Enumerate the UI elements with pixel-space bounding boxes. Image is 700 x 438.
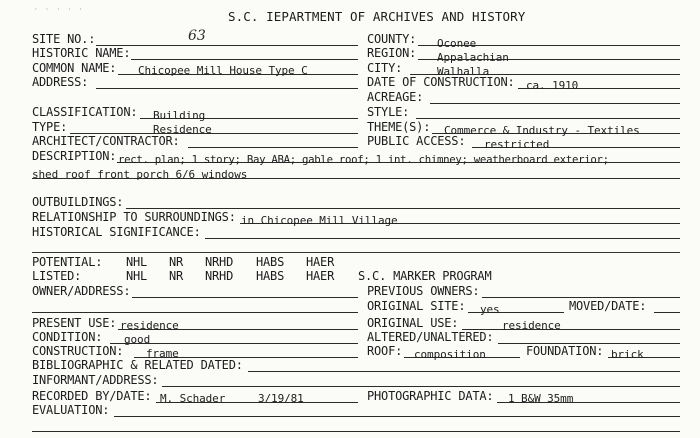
label-potential: POTENTIAL: (32, 255, 103, 269)
value-common-name: Chicopee Mill House Type C (138, 64, 308, 77)
label-acreage: ACREAGE: (367, 90, 424, 104)
line-site-no (96, 45, 358, 46)
label-construction: CONSTRUCTION: (32, 344, 124, 358)
line-outbuildings (126, 208, 680, 209)
line-informant (162, 386, 680, 387)
value-original-site: yes (480, 303, 500, 316)
label-date-construction: DATE OF CONSTRUCTION: (367, 75, 515, 89)
label-present-use: PRESENT USE: (32, 316, 117, 330)
label-relationship: RELATIONSHIP TO SURROUNDINGS: (32, 210, 236, 224)
value-public-access: restricted (484, 138, 550, 151)
value-county: Oconee (437, 37, 477, 50)
listed-habs: HABS (256, 269, 285, 283)
label-moved-date: MOVED/DATE: (569, 299, 647, 313)
value-relationship: in Chicopee Mill Village (241, 214, 398, 227)
line-significance (205, 238, 680, 239)
line-historic-name (131, 59, 358, 60)
value-construction: frame (146, 347, 179, 360)
value-classification: Building (153, 109, 206, 122)
line-evaluation-2 (32, 431, 680, 432)
value-photographic: 1 B&W 35mm (508, 392, 574, 405)
value-foundation: brick (611, 348, 644, 361)
label-themes: THEME(S): (367, 120, 431, 134)
label-recorded-by: RECORDED BY/DATE: (32, 389, 152, 403)
value-region: Appalachian (437, 51, 509, 64)
label-architect: ARCHITECT/CONTRACTOR: (32, 134, 180, 148)
potential-nrhd: NRHD (205, 255, 234, 269)
label-foundation: FOUNDATION: (526, 344, 604, 358)
label-city: CITY: (367, 61, 403, 75)
label-outbuildings: OUTBUILDINGS: (32, 195, 124, 209)
label-informant: INFORMANT/ADDRESS: (32, 373, 159, 387)
line-moved-date (654, 312, 680, 313)
value-present-use: residence (120, 319, 179, 332)
label-public-access: PUBLIC ACCESS: (367, 134, 466, 148)
label-description: DESCRIPTION: (32, 149, 117, 163)
label-marker-program: S.C. MARKER PROGRAM (358, 269, 492, 283)
label-significance: HISTORICAL SIGNIFICANCE: (32, 225, 201, 239)
label-photographic: PHOTOGRAPHIC DATA: (367, 389, 494, 403)
value-original-use: residence (502, 319, 561, 332)
listed-nrhd: NRHD (205, 269, 234, 283)
value-condition: good (124, 333, 151, 346)
value-recorded-by: M. Schader (160, 392, 226, 405)
line-bibliographic (248, 371, 680, 372)
value-recorded-date: 3/19/81 (258, 392, 304, 405)
label-bibliographic: BIBLIOGRAPHIC & RELATED DATED: (32, 358, 243, 372)
value-description-line1: rect. plan; 1 story; Bay ABA; gable roof; 1 int. chimney; weatherboard exterior; (118, 153, 609, 166)
label-previous-owners: PREVIOUS OWNERS: (367, 284, 480, 298)
line-owner-address-2 (32, 312, 358, 313)
label-historic-name: HISTORIC NAME: (32, 46, 131, 60)
potential-habs: HABS (256, 255, 285, 269)
label-common-name: COMMON NAME: (32, 61, 117, 75)
label-condition: CONDITION: (32, 330, 103, 344)
label-listed: LISTED: (32, 269, 82, 283)
value-city: Walhalla (437, 65, 490, 78)
potential-haer: HAER (306, 255, 335, 269)
value-type: Residence (153, 123, 212, 136)
label-address: ADDRESS: (32, 75, 89, 89)
label-evaluation: EVALUATION: (32, 403, 110, 417)
value-site-no: 63 (188, 28, 206, 44)
value-date-construction: ca. 1910 (526, 79, 579, 92)
label-type: TYPE: (32, 120, 68, 134)
label-style: STYLE: (367, 105, 410, 119)
label-county: COUNTY: (367, 32, 417, 46)
line-address (96, 88, 358, 89)
label-classification: CLASSIFICATION: (32, 105, 138, 119)
form-title: S.C. IEPARTMENT OF ARCHIVES AND HISTORY (228, 9, 526, 24)
listed-nhl: NHL (126, 269, 148, 283)
section-divider (32, 252, 680, 253)
value-themes: Commerce & Industry - Textiles (444, 124, 640, 137)
line-style (416, 118, 680, 119)
potential-nr: NR (169, 255, 184, 269)
label-owner-address: OWNER/ADDRESS: (32, 284, 131, 298)
label-original-use: ORIGINAL USE: (367, 316, 459, 330)
line-acreage (430, 103, 680, 104)
label-roof: ROOF: (367, 344, 403, 358)
line-original-use (462, 329, 680, 330)
listed-nr: NR (169, 269, 184, 283)
line-owner-address (132, 297, 358, 298)
listed-haer: HAER (306, 269, 335, 283)
potential-nhl: NHL (126, 255, 148, 269)
label-site-no: SITE NO.: (32, 32, 96, 46)
label-altered: ALTERED/UNALTERED: (367, 330, 494, 344)
label-region: REGION: (367, 46, 417, 60)
line-previous-owners (482, 297, 680, 298)
label-original-site: ORIGINAL SITE: (367, 299, 466, 313)
value-description-line2: shed roof front porch 6/6 windows (32, 168, 248, 181)
line-architect (188, 147, 358, 148)
scan-speckle: · · · · · (34, 6, 85, 13)
value-roof: composition (414, 348, 486, 361)
line-evaluation (114, 416, 680, 417)
